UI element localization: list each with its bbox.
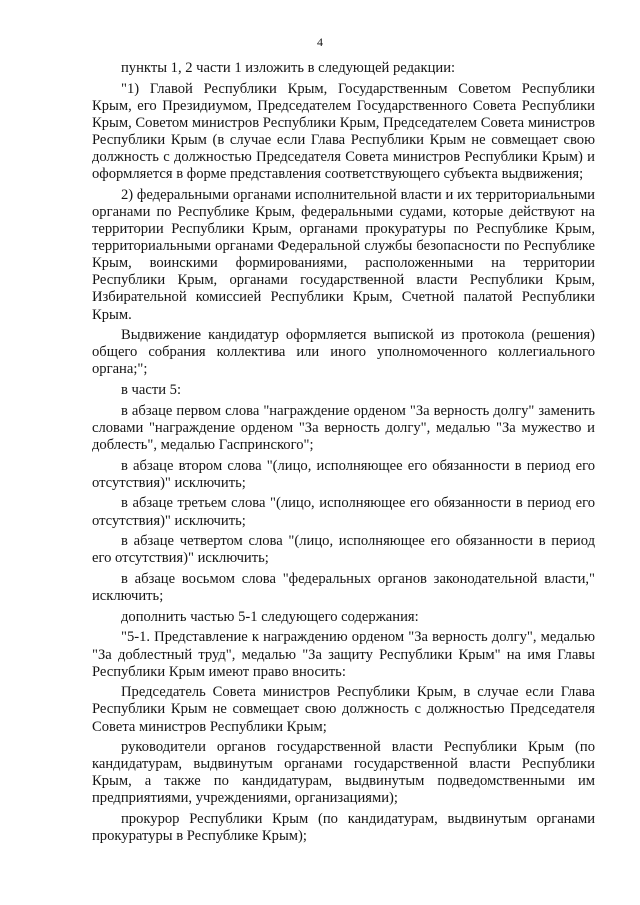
paragraph-abzac-4: в абзаце четвертом слова "(лицо, исполняющее его обязанности в период его отсутствия)" исключить; xyxy=(92,533,595,567)
paragraph-item-1: "1) Главой Республики Крым, Государственным Советом Республики Крым, его Президиумом, Председателем Государственного Совета Республики Крым, Советом министров Республики Крым, Председателем Совета министров Республики Крым (в случае если Глава Республики Крым не совмещает свою должность с должностью Председателя Совета министров Республики Крым) и оформляется в форме представления соответствующего субъекта выдвижения; xyxy=(92,80,595,183)
paragraph-chairman: Председатель Совета министров Республики Крым, в случае если Глава Республики Крым не совмещает свою должность с должностью Председателя Совета министров Республики Крым; xyxy=(92,684,595,735)
paragraph-intro: пункты 1, 2 части 1 изложить в следующей редакции: xyxy=(121,60,456,76)
paragraph-abzac-8: в абзаце восьмом слова "федеральных органов законодательной власти," исключить; xyxy=(92,570,595,605)
paragraph-prosecutor: прокурор Республики Крым (по кандидатурам, выдвинутым органами прокуратуры в Республике Крым); xyxy=(92,811,595,845)
page-number: 4 xyxy=(317,35,323,49)
paragraph-abzac-2: в абзаце втором слова "(лицо, исполняющее его обязанности в период его отсутствия)" исключить; xyxy=(92,457,595,491)
paragraph-abzac-1: в абзаце первом слова "награждение орденом "За верность долгу" заменить словами "награждение орденом "За верность долгу", медалью "За мужество и доблесть", медалью Гаспринского"; xyxy=(92,402,595,453)
paragraph-add-part-5-1: дополнить частью 5-1 следующего содержания: xyxy=(121,608,419,625)
paragraph-heads: руководители органов государственной власти Республики Крым (по кандидатурам, выдвинутым органами государственной власти Республики Крым, а также по кандидатурам, выдвинутым подведомственными им предприятиями, учреждениями, организациями); xyxy=(92,739,595,807)
paragraph-abzac-3: в абзаце третьем слова "(лицо, исполняющее его обязанности в период его отсутствия)" исключить; xyxy=(92,495,595,529)
document-body xyxy=(92,60,595,849)
paragraph-part-5: в части 5: xyxy=(121,382,182,399)
paragraph-item-2: 2) федеральными органами исполнительной власти и их территориальными органами по Республике Крым, федеральными судами, которые действуют на территории Республики Крым, органами прокуратуры по Республике Крым, территориальными органами Федеральной службы безопасности по Республике Крым, воинскими формированиями, расположенными на территории Республики Крым, органами государственной власти Республики Крым, Избирательной комиссией Республики Крым, Счетной палатой Республики Крым. xyxy=(92,186,595,323)
paragraph-nomination-form: Выдвижение кандидатур оформляется выпиской из протокола (решения) общего собрания коллектива или иного уполномоченного коллегиального органа;"; xyxy=(92,327,595,378)
paragraph-5-1: "5-1. Представление к награждению орденом "За верность долгу", медалью "За доблестный труд", медалью "За защиту Республики Крым" на имя Главы Республики Крым имеют право вносить: xyxy=(92,629,595,680)
